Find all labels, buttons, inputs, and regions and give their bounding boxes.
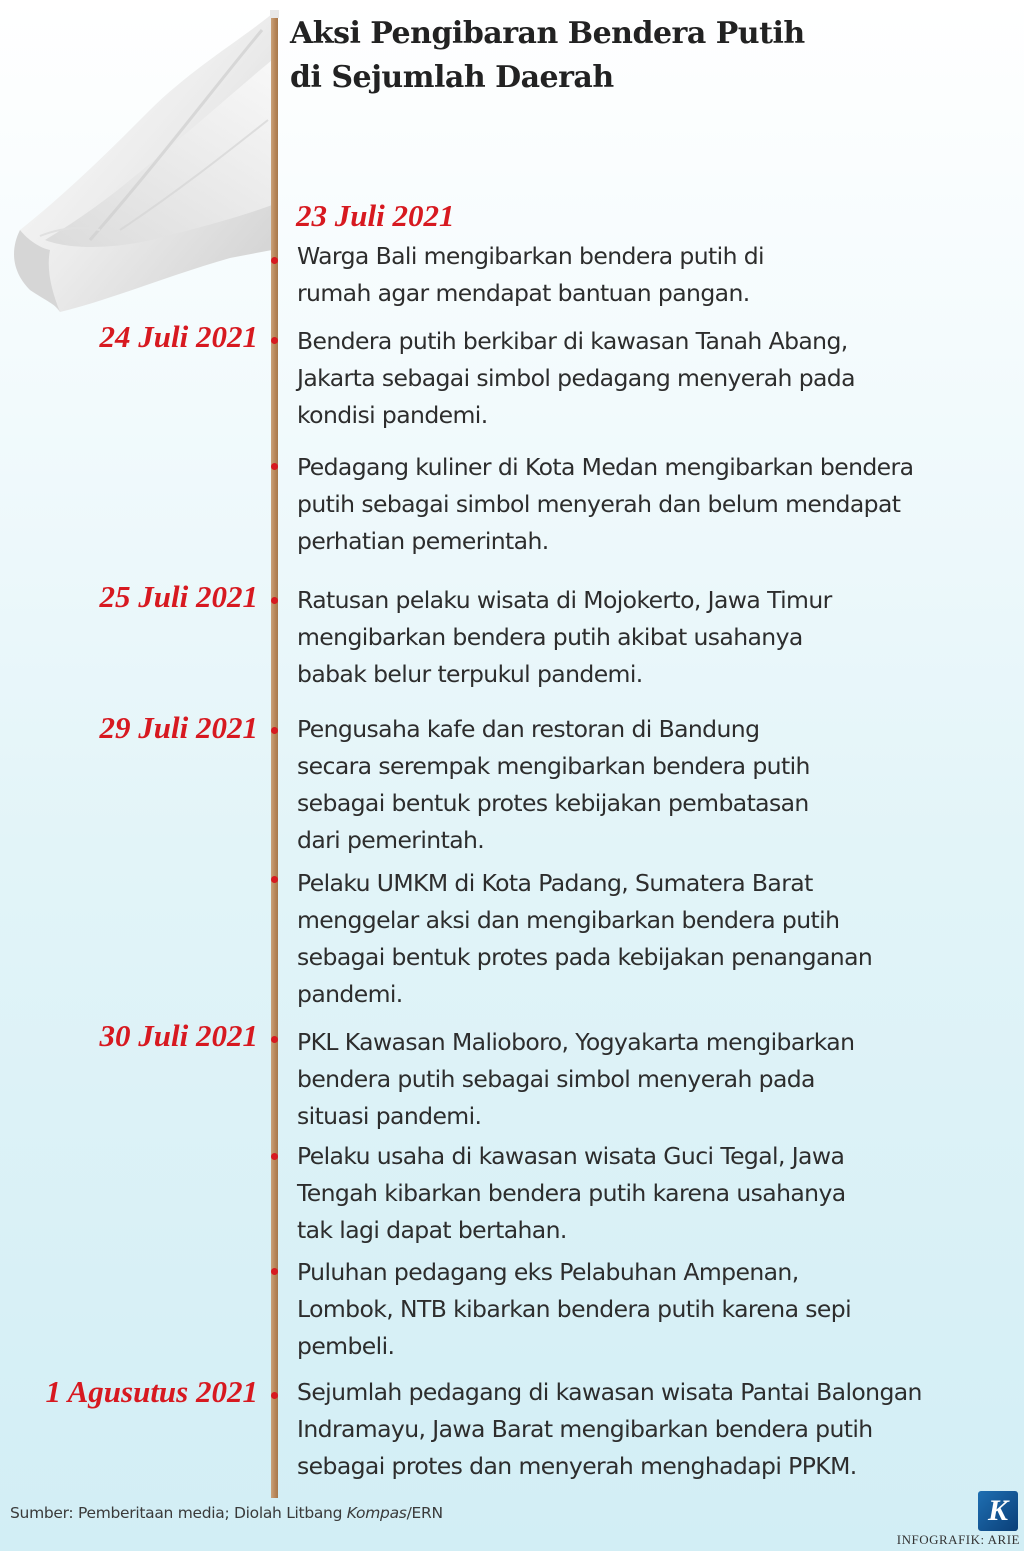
event-line: Pedagang kuliner di Kota Medan mengibarkan bendera	[297, 453, 914, 481]
source-prefix: Sumber: Pemberitaan media; Diolah Litbang	[10, 1504, 347, 1522]
timeline-dot	[271, 876, 278, 883]
event-line: perhatian pemerintah.	[297, 527, 549, 555]
pole-top-cap	[270, 10, 279, 18]
event-line: Pengusaha kafe dan restoran di Bandung	[297, 715, 760, 743]
event-line: tak lagi dapat bertahan.	[297, 1216, 567, 1244]
event-line: sebagai bentuk protes kebijakan pembatasan	[297, 789, 809, 817]
timeline-event	[297, 1024, 957, 1135]
timeline-event	[297, 449, 957, 560]
timeline-dot	[271, 257, 278, 264]
event-line: Indramayu, Jawa Barat mengibarkan bendera putih	[297, 1415, 873, 1443]
source-note	[10, 1504, 443, 1522]
timeline-event	[297, 582, 957, 693]
timeline-event	[297, 1374, 957, 1485]
timeline-event	[297, 1254, 957, 1365]
event-line: dari pemerintah.	[297, 826, 485, 854]
date-label: 25 Juli 2021	[99, 579, 258, 614]
event-line: kondisi pandemi.	[297, 401, 488, 429]
event-line: bendera putih sebagai simbol menyerah pada	[297, 1065, 815, 1093]
event-line: Bendera putih berkibar di kawasan Tanah Abang,	[297, 327, 848, 355]
timeline-dot	[271, 1392, 278, 1399]
event-line: Sejumlah pedagang di kawasan wisata Pantai Balongan	[297, 1378, 922, 1406]
timeline-dot	[271, 337, 278, 344]
event-line: Warga Bali mengibarkan bendera putih di	[297, 242, 764, 270]
timeline-event	[297, 865, 957, 1013]
timeline-dot	[271, 463, 278, 470]
event-line: sebagai bentuk protes pada kebijakan penanganan	[297, 943, 873, 971]
event-line: Pelaku UMKM di Kota Padang, Sumatera Barat	[297, 869, 813, 897]
kompas-logo: K	[978, 1491, 1018, 1531]
event-line: situasi pandemi.	[297, 1102, 482, 1130]
timeline-dot	[271, 597, 278, 604]
timeline-event	[297, 1138, 957, 1249]
event-line: babak belur terpukul pandemi.	[297, 660, 643, 688]
date-label: 30 Juli 2021	[99, 1018, 258, 1053]
event-line: secara serempak mengibarkan bendera putih	[297, 752, 810, 780]
event-line: mengibarkan bendera putih akibat usahanya	[297, 623, 803, 651]
timeline-dot	[271, 1153, 278, 1160]
timeline-event	[297, 711, 957, 859]
timeline-dot	[271, 727, 278, 734]
white-flag-illustration	[0, 0, 290, 330]
event-line: Jakarta sebagai simbol pedagang menyerah pada	[297, 364, 855, 392]
event-line: putih sebagai simbol menyerah dan belum mendapat	[297, 490, 901, 518]
page-title	[290, 12, 805, 100]
event-line: rumah agar mendapat bantuan pangan.	[297, 279, 750, 307]
event-line: Tengah kibarkan bendera putih karena usahanya	[297, 1179, 846, 1207]
source-publication: Kompas	[346, 1504, 407, 1522]
date-label: 1 Agusutus 2021	[45, 1374, 258, 1409]
timeline-dot	[271, 1036, 278, 1043]
date-label: 24 Juli 2021	[99, 319, 258, 354]
timeline-dot	[271, 1268, 278, 1275]
event-line: PKL Kawasan Malioboro, Yogyakarta mengibarkan	[297, 1028, 855, 1056]
event-line: pandemi.	[297, 980, 403, 1008]
title-line-2: di Sejumlah Daerah	[290, 60, 614, 95]
infographic-credit: INFOGRAFIK: ARIE	[896, 1532, 1020, 1547]
date-label: 29 Juli 2021	[99, 710, 258, 745]
title-line-1: Aksi Pengibaran Bendera Putih	[290, 16, 805, 51]
source-suffix: /ERN	[406, 1504, 443, 1522]
timeline-event	[297, 323, 957, 434]
event-line: Lombok, NTB kibarkan bendera putih karena sepi	[297, 1295, 852, 1323]
event-line: Ratusan pelaku wisata di Mojokerto, Jawa Timur	[297, 586, 832, 614]
event-line: sebagai protes dan menyerah menghadapi PPKM.	[297, 1452, 857, 1480]
event-line: pembeli.	[297, 1332, 395, 1360]
date-label: 23 Juli 2021	[296, 198, 455, 233]
event-line: Pelaku usaha di kawasan wisata Guci Tegal, Jawa	[297, 1142, 845, 1170]
timeline-event	[297, 238, 957, 312]
event-line: Puluhan pedagang eks Pelabuhan Ampenan,	[297, 1258, 799, 1286]
event-line: menggelar aksi dan mengibarkan bendera putih	[297, 906, 840, 934]
